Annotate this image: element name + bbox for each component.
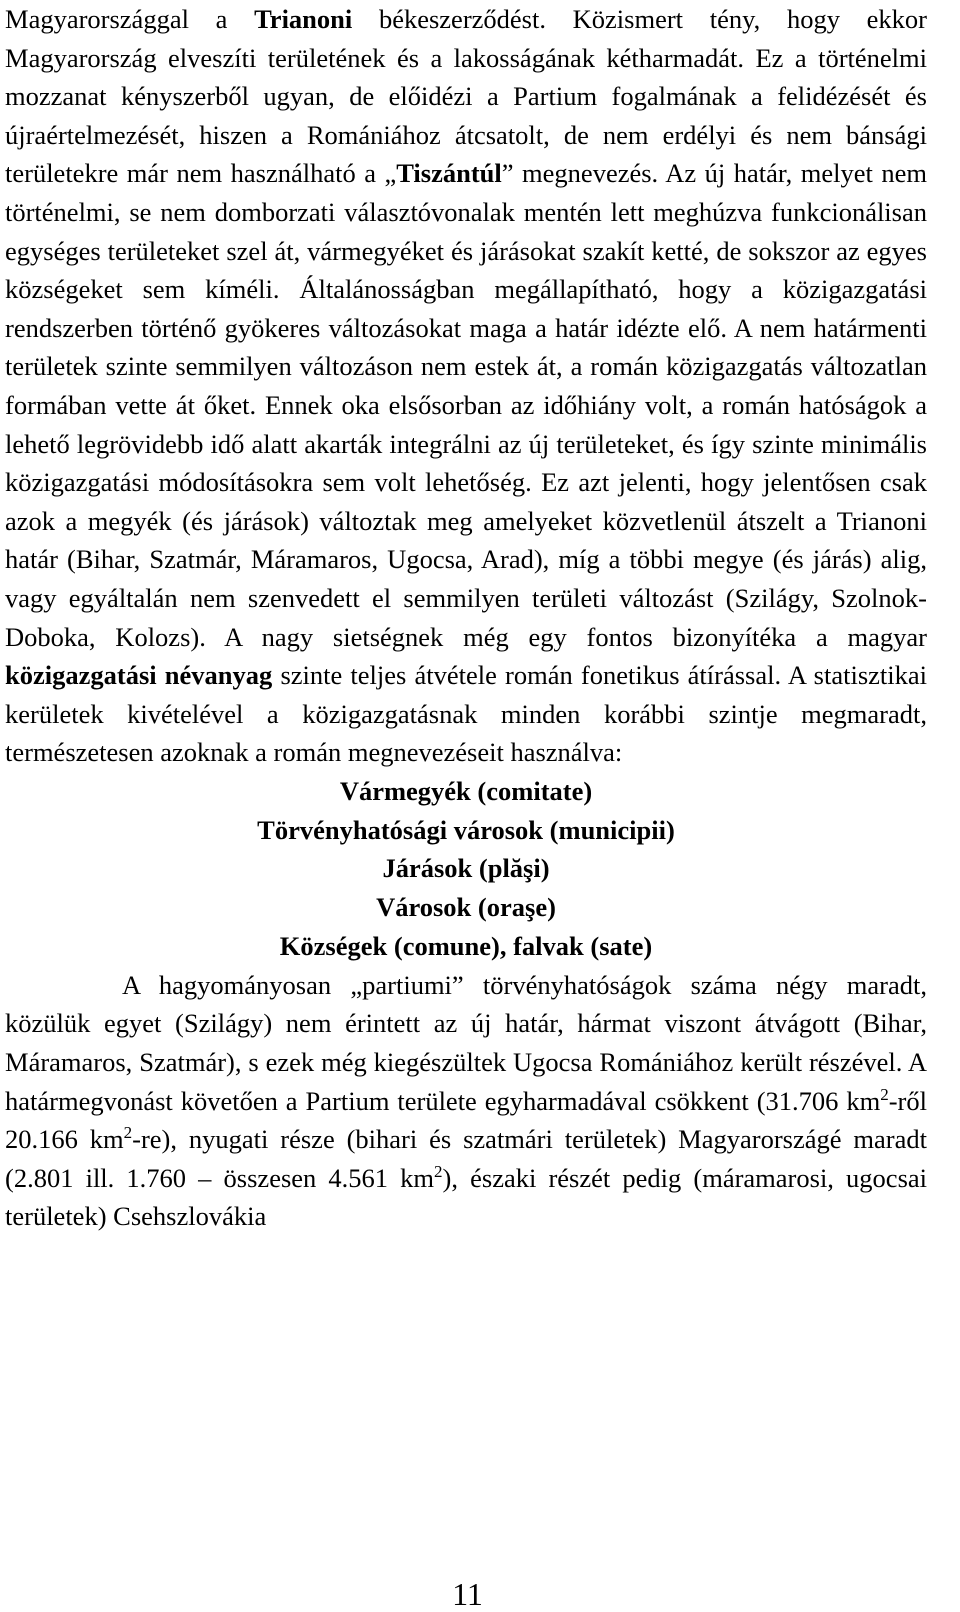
paragraph-partium (5, 966, 927, 1236)
heading-varosok: Városok (oraşe) (376, 892, 556, 923)
bold-term-tiszantul: Tiszántúl (396, 158, 502, 189)
page-number: 11 (452, 1576, 483, 1612)
text-run: ” megnevezés. Az új határ, melyet nem történelmi, se nem domborzati választóvonalak mentén lett meghúzva funkcionálisan egységes területeket szel át, vármegyéket és járásokat szakít ketté, de sokszor az egyes községeket sem kíméli. Általánosságban megállapítható, hogy a közigazgatási rendszerben történő gyökeres változásokat maga a határ idézte elő. A nem határmenti területek szinte semmilyen változáson nem estek át, a román közigazgatás változatlan formában vette át őket. Ennek oka elsősorban az időhiány volt, a román hatóságok a lehető legrövidebb idő alatt akarták integrálni az új területeket, és így szinte minimális közigazgatási módosításokra sem volt lehetőség. Ez azt jelenti, hogy jelentősen csak azok a megyék (és járások) változtak meg amelyeket közvetlenül átszelt a Trianoni határ (Bihar, Szatmár, Máramaros, Ugocsa, Arad), míg a többi megye (és járás) alig, vagy egyáltalán nem szenvedett el semmilyen területi változást (Szilágy, Szolnok-Doboka, Kolozs). A nagy sietségnek még egy fontos bizonyítéka a magyar (5, 158, 927, 652)
heading-kozsegek: Községek (comune), falvak (sate) (279, 931, 653, 962)
text-run: ), északi részét pedig (máramarosi, ugocsai területek) Csehszlovákia (5, 1162, 928, 1232)
admin-levels-list (5, 772, 927, 966)
paragraph-intro (5, 0, 927, 772)
text-run: A hagyományosan „partiumi” törvényhatóságok száma négy maradt, közülük egyet (Szilágy) nem érintett az új határ, hármat viszont átvágott (Bihar, Máramaros, Szatmár), s ezek még kiegészültek Ugocsa Romániához került részével. A határmegvonást követően a Partium területe egyharmadával csökkent (31.706 km (5, 969, 927, 1116)
text-run: -ről 20.166 km (5, 1085, 927, 1155)
heading-jarasok: Járások (plăşi) (382, 853, 550, 884)
text-run: békeszerződést. Közismert tény, hogy ekkor Magyarország elveszíti területének és a lakosságának kétharmadát. Ez a történelmi mozzanat kényszerből ugyan, de előidézi a Partium fogalmának a felidézését és újraértelmezését, hiszen a Romániához átcsatolt, de nem erdélyi és nem bánsági területekre már nem használható a „ (5, 4, 927, 189)
text-run: szinte teljes átvétele román fonetikus átírással. A statisztikai kerületek kivételével a közigazgatásnak minden korábbi szintje megmaradt, természetesen azoknak a román megnevezéseit használva: (5, 660, 927, 768)
bold-term-trianoni: Trianoni (254, 4, 353, 34)
text-run: -re), nyugati része (bihari és szatmári területek) Magyarországé maradt (2.801 ill. 1.760 – összesen 4.561 km (5, 1124, 927, 1193)
heading-varmegyek: Vármegyék (comitate) (339, 775, 593, 806)
bold-term-kozigazgatasi-nevanyag: közigazgatási névanyag (5, 660, 273, 691)
superscript: 2 (123, 1123, 133, 1143)
document-page (5, 0, 927, 1236)
text-run: Magyarországgal a (5, 4, 255, 34)
superscript: 2 (434, 1161, 443, 1181)
heading-torvenyhatosagi-varosok: Törvényhatósági városok (municipii) (257, 814, 675, 845)
superscript: 2 (880, 1084, 889, 1104)
